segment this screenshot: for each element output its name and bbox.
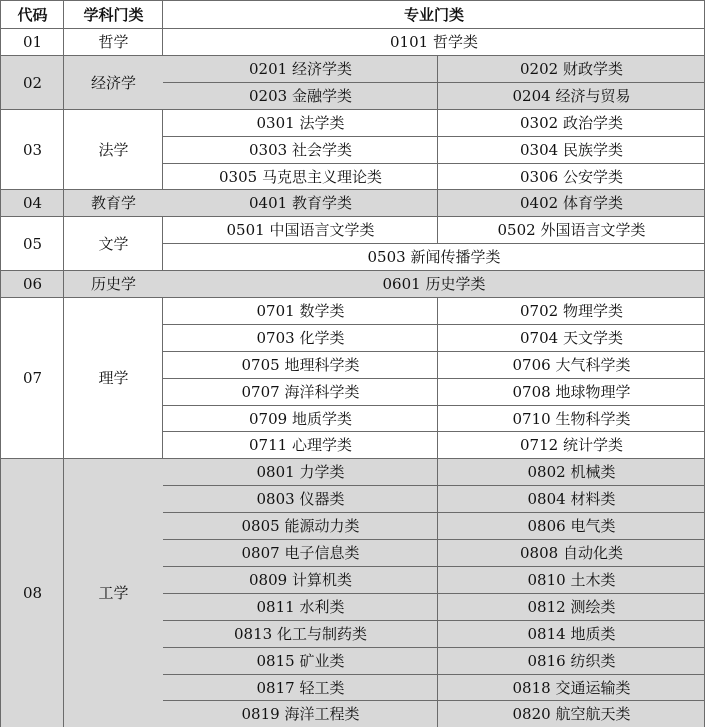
major-cell: 0702 物理学类 (437, 297, 705, 325)
header-code: 代码 (0, 0, 64, 29)
category-code: 06 (0, 270, 64, 298)
major-cell: 0811 水利类 (162, 593, 438, 621)
category-name: 历史学 (63, 270, 163, 298)
major-cell: 0203 金融学类 (162, 82, 438, 110)
major-cell: 0803 仪器类 (162, 485, 438, 513)
category-code: 08 (0, 458, 64, 727)
major-cell: 0807 电子信息类 (162, 539, 438, 567)
major-cell: 0304 民族学类 (437, 136, 705, 164)
major-cell: 0712 统计学类 (437, 431, 705, 459)
major-cell: 0819 海洋工程类 (162, 700, 438, 727)
major-cell: 0202 财政学类 (437, 55, 705, 83)
major-cell: 0813 化工与制药类 (162, 620, 438, 648)
major-cell: 0812 测绘类 (437, 593, 705, 621)
major-cell: 0201 经济学类 (162, 55, 438, 83)
major-cell: 0709 地质学类 (162, 405, 438, 432)
major-cell: 0303 社会学类 (162, 136, 438, 164)
header-major: 专业门类 (162, 0, 705, 29)
major-cell: 0705 地理科学类 (162, 351, 438, 379)
category-code: 05 (0, 216, 64, 271)
category-code: 01 (0, 28, 64, 56)
major-cell: 0402 体育学类 (437, 189, 705, 217)
major-cell: 0810 土木类 (437, 566, 705, 594)
major-cell: 0802 机械类 (437, 458, 705, 486)
major-cell: 0711 心理学类 (162, 431, 438, 459)
major-cell: 0101 哲学类 (162, 28, 705, 56)
major-cell: 0306 公安学类 (437, 163, 705, 190)
category-name: 工学 (63, 458, 163, 727)
major-cell: 0601 历史学类 (162, 270, 705, 298)
header-category: 学科门类 (63, 0, 163, 29)
major-cell: 0701 数学类 (162, 297, 438, 325)
major-cell: 0806 电气类 (437, 512, 705, 540)
category-name: 理学 (63, 297, 163, 459)
major-cell: 0809 计算机类 (162, 566, 438, 594)
major-cell: 0501 中国语言文学类 (162, 216, 438, 244)
major-cell: 0301 法学类 (162, 109, 438, 137)
category-code: 04 (0, 189, 64, 217)
category-code: 07 (0, 297, 64, 459)
category-code: 02 (0, 55, 64, 110)
major-cell: 0707 海洋科学类 (162, 378, 438, 406)
major-cell: 0204 经济与贸易 (437, 82, 705, 110)
major-cell: 0801 力学类 (162, 458, 438, 486)
major-cell: 0302 政治学类 (437, 109, 705, 137)
major-cell: 0401 教育学类 (162, 189, 438, 217)
major-cell: 0710 生物科学类 (437, 405, 705, 432)
category-name: 法学 (63, 109, 163, 190)
major-cell: 0704 天文学类 (437, 324, 705, 352)
major-cell: 0703 化学类 (162, 324, 438, 352)
major-cell: 0814 地质类 (437, 620, 705, 648)
major-cell: 0805 能源动力类 (162, 512, 438, 540)
major-cell: 0820 航空航天类 (437, 700, 705, 727)
category-code: 03 (0, 109, 64, 190)
major-cell: 0816 纺织类 (437, 647, 705, 675)
major-cell: 0502 外国语言文学类 (437, 216, 705, 244)
major-cell: 0706 大气科学类 (437, 351, 705, 379)
category-name: 教育学 (63, 189, 163, 217)
major-cell: 0808 自动化类 (437, 539, 705, 567)
major-cell: 0817 轻工类 (162, 674, 438, 701)
category-name: 哲学 (63, 28, 163, 56)
major-cell: 0818 交通运输类 (437, 674, 705, 701)
major-cell: 0815 矿业类 (162, 647, 438, 675)
table-right-border (704, 0, 705, 727)
category-name: 文学 (63, 216, 163, 271)
major-cell: 0503 新闻传播学类 (162, 243, 705, 271)
major-cell: 0708 地球物理学 (437, 378, 705, 406)
major-cell: 0804 材料类 (437, 485, 705, 513)
major-cell: 0305 马克思主义理论类 (162, 163, 438, 190)
category-name: 经济学 (63, 55, 163, 110)
